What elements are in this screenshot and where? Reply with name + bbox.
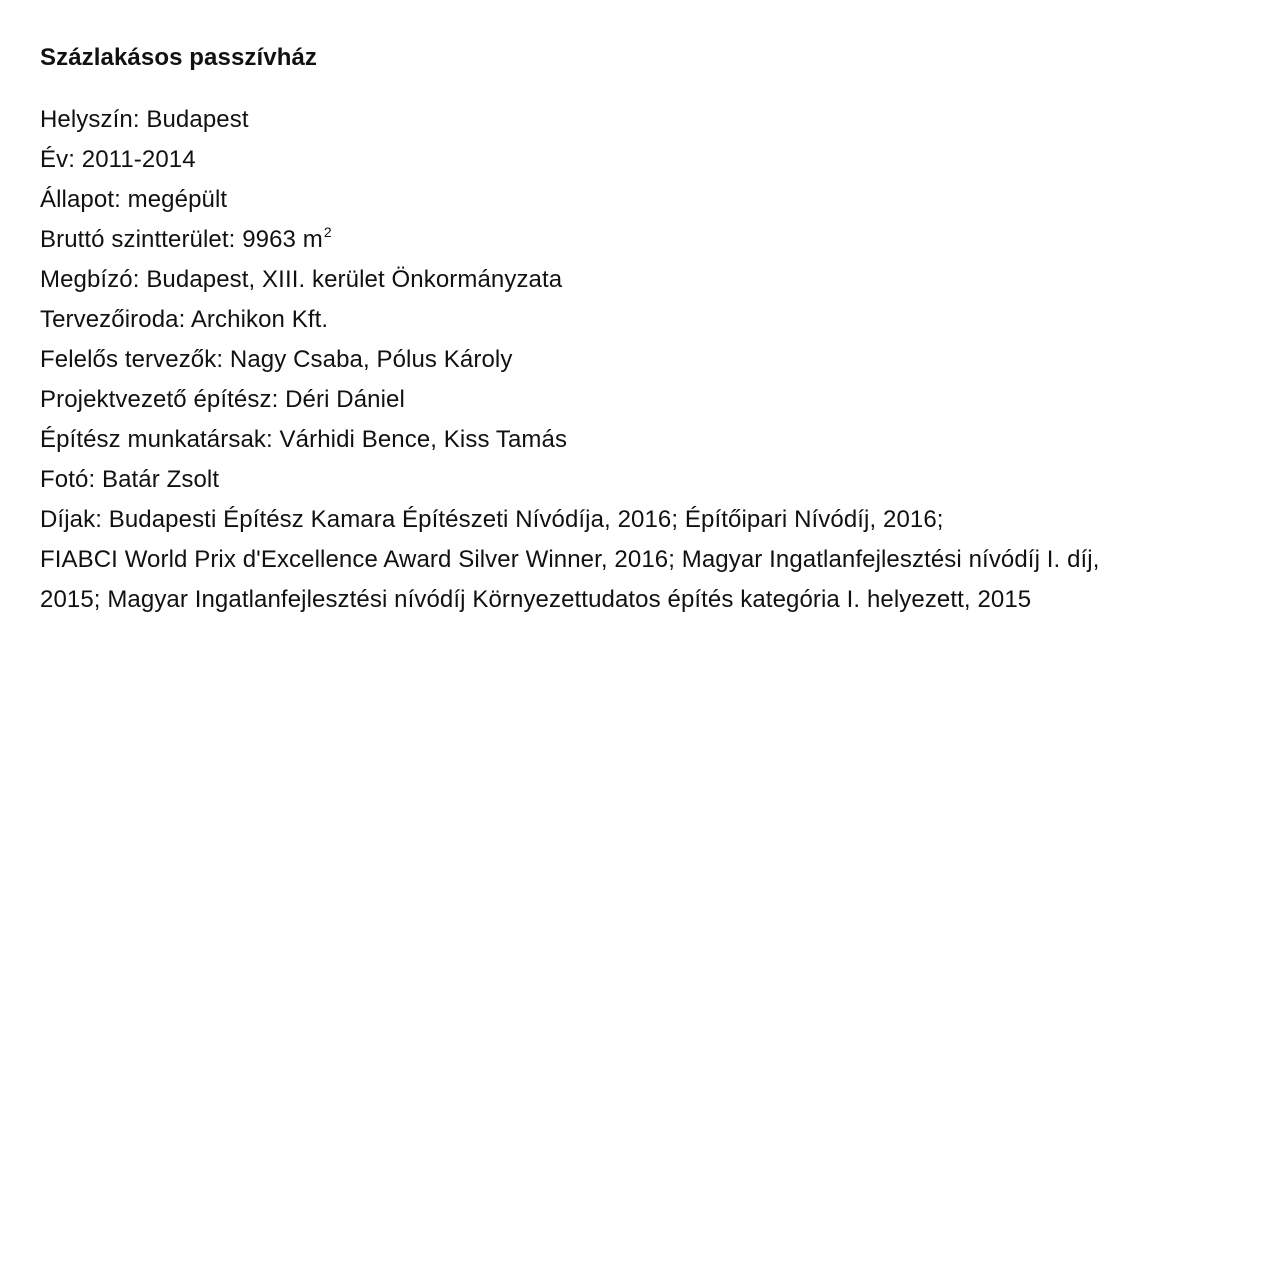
detail-awards-line-3 <box>40 580 1240 620</box>
detail-label: Építész munkatársak <box>40 426 266 453</box>
detail-status: Állapot: megépült <box>40 186 228 213</box>
detail-value: Batár Zsolt <box>101 466 220 493</box>
project-details <box>40 100 1240 620</box>
detail-value: 9963 m <box>242 226 323 253</box>
detail-value: Várhidi Bence, Kiss Tamás <box>279 426 568 453</box>
detail-label: Bruttó szintterület <box>40 226 229 253</box>
detail-client: Megbízó: Budapest, XIII. kerület Önkormányzata <box>40 266 563 293</box>
detail-value: Budapest, XIII. kerület Önkormányzata <box>146 266 563 293</box>
detail-year: Év: 2011-2014 <box>40 146 196 173</box>
project-info <box>40 40 1240 620</box>
detail-label: Díjak <box>40 506 96 533</box>
detail-floor-area: Bruttó szintterület: 9963 $m^2$ <box>40 224 332 253</box>
detail-design-office: Tervezőiroda: Archikon Kft. <box>40 306 329 333</box>
detail-awards-line-1: Díjak: Budapesti Építész Kamara Építészeti Nívódíja, 2016; Építőipari Nívódíj, 2016; <box>40 506 944 533</box>
detail-label: Helyszín <box>40 106 133 133</box>
detail-value: Nagy Csaba, Pólus Károly <box>229 346 513 373</box>
detail-lead-designers: Felelős tervezők: Nagy Csaba, Pólus Károly <box>40 346 513 373</box>
project-title: Százlakásos passzívház <box>40 44 318 71</box>
detail-value: Déri Dániel <box>285 386 405 413</box>
detail-project-architect: Projektvezető építész: Déri Dániel <box>40 386 405 413</box>
detail-label: Év <box>40 146 69 173</box>
detail-label: Fotó <box>40 466 89 493</box>
detail-value: Archikon Kft. <box>190 306 329 333</box>
area-unit-exponent: 2 <box>323 224 332 240</box>
awards-text: 2015; Magyar Ingatlanfejlesztési nívódíj Környezettudatos építés kategória I. helyezett, 2015 <box>40 586 1032 613</box>
detail-photo: Fotó: Batár Zsolt <box>40 466 220 493</box>
detail-value: Budapest <box>146 106 249 133</box>
detail-label: Megbízó <box>40 266 133 293</box>
detail-label: Felelős tervezők <box>40 346 217 373</box>
awards-text: FIABCI World Prix d'Excellence Award Silver Winner, 2016; Magyar Ingatlanfejlesztési nívódíj I. díj, <box>40 546 1100 573</box>
awards-text: Budapesti Építész Kamara Építészeti Nívódíja, 2016; Építőipari Nívódíj, 2016; <box>108 506 944 533</box>
detail-location: Helyszín: Budapest <box>40 106 249 133</box>
detail-label: Tervezőiroda <box>40 306 179 333</box>
detail-label: Állapot <box>40 186 115 213</box>
detail-value: megépült <box>127 186 228 213</box>
detail-label: Projektvezető építész <box>40 386 272 413</box>
detail-value: 2011-2014 <box>81 146 196 173</box>
detail-collaborators: Építész munkatársak: Várhidi Bence, Kiss Tamás <box>40 426 568 453</box>
detail-awards-line-2 <box>40 540 1240 580</box>
